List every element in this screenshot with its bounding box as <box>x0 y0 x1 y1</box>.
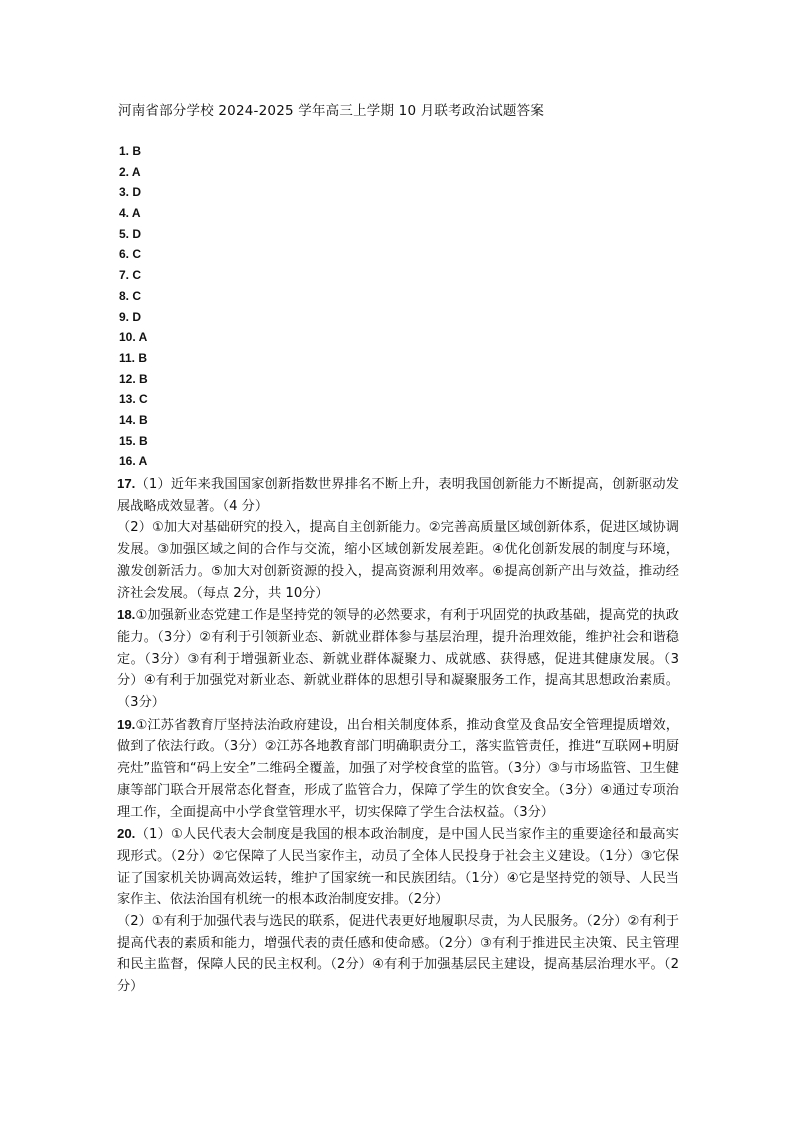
answer-number: 9. <box>119 309 130 324</box>
answer-item <box>119 265 148 286</box>
q18-answer <box>117 604 679 714</box>
q20-part1 <box>117 823 679 911</box>
answer-number: 7. <box>119 268 130 283</box>
answer-item <box>119 307 148 328</box>
answer-item <box>119 451 148 472</box>
answer-number: 11. <box>119 350 136 365</box>
answer-list <box>119 141 148 472</box>
answer-item <box>119 244 148 265</box>
answer-letter: B <box>132 144 142 158</box>
q17-part1 <box>117 473 679 517</box>
answer-item <box>119 162 148 183</box>
q19-text: ①江苏省教育厅坚持法治政府建设，出台相关制度体系，推动食堂及食品安全管理提质增效，做到了依法行政。（3分）②江苏各地教育部门明确职责分工，落实监管责任，推进“互联网+明厨亮灶”监管和“码上安全”二维码全覆盖，加强了对学校食堂的监管。（3分）③与市场监管、卫生健康等部门联合开展常态化督查，形成了监管合力，保障了学生的饮食安全。（3分）④通过专项治理工作，全面提高中小学食堂管理水平，切实保障了学生合法权益。（3分） <box>117 717 679 820</box>
q18-text: ①加强新业态党建工作是坚持党的领导的必然要求，有利于巩固党的执政基础，提高党的执政能力。（3分）②有利于引领新业态、新就业群体参与基层治理，提升治理效能，维护社会和谐稳定。（3分）③有利于增强新业态、新就业群体凝聚力、成就感、获得感，促进其健康发展。（3分）④有利于加强党对新业态、新就业群体的思想引导和凝聚服务工作，提高其思想政治素质。（3分） <box>117 608 679 711</box>
answer-number: 3. <box>119 185 130 200</box>
answer-item <box>119 141 148 162</box>
answer-letter: A <box>138 330 148 345</box>
q20-part2: （2）①有利于加强代表与选民的联系，促进代表更好地履职尽责，为人民服务。（2分）②有利于提高代表的素质和能力，增强代表的责任感和使命感。（2分）③有利于推进民主决策、民主管理和民主监督，保障人民的民主权利。（2分）④有利于加强基层民主建设，提高基层治理水平。（2分） <box>117 914 679 995</box>
answer-item <box>119 327 148 348</box>
q17-part1-text: （1）近年来我国国家创新指数世界排名不断上升，表明我国创新能力不断提高，创新驱动发展战略成效显著。（4 分） <box>117 477 679 514</box>
document-title: 河南省部分学校 2024-2025 学年高三上学期 10 月联考政治试题答案 <box>118 103 545 119</box>
answer-letter: B <box>139 433 148 448</box>
answer-letter: C <box>132 247 142 262</box>
answer-letter: D <box>132 185 142 200</box>
q18-number: 18. <box>117 607 136 623</box>
answer-letter: B <box>138 350 148 365</box>
answer-number: 5. <box>119 226 130 241</box>
answer-item <box>119 410 148 431</box>
answer-letter: B <box>139 371 148 386</box>
answer-letter: B <box>139 412 148 427</box>
q19-number: 19. <box>117 716 136 732</box>
answer-letter: C <box>132 268 142 283</box>
answer-letter: D <box>132 226 142 241</box>
answer-number: 8. <box>119 288 130 303</box>
answer-item <box>119 389 148 410</box>
answer-letter: A <box>131 206 141 221</box>
answer-number: 10. <box>119 330 136 345</box>
answer-number: 12. <box>119 371 136 386</box>
answer-number: 2. <box>119 164 130 179</box>
q20-part1-text: （1）①人民代表大会制度是我国的根本政治制度，是中国人民当家作主的重要途径和最高实现形式。（2分）②它保障了人民当家作主，动员了全体人民投身于社会主义建设。（1分）③它保证了国家机关协调高效运转，维护了国家统一和民族团结。（1分）④它是坚持党的领导、人民当家作主、依法治国有机统一的根本政治制度安排。（2分） <box>117 827 679 908</box>
answer-number: 13. <box>119 392 136 407</box>
answer-number: 14. <box>119 412 136 427</box>
answer-letter: A <box>131 164 141 179</box>
answer-number: 16. <box>119 454 136 469</box>
answer-number: 15. <box>119 433 136 448</box>
q19-answer <box>117 714 679 824</box>
answer-number: 6. <box>119 247 130 262</box>
answer-letter: A <box>138 454 148 469</box>
answer-item <box>119 369 148 390</box>
answer-number: 4. <box>119 206 130 221</box>
answer-letter: C <box>132 288 142 303</box>
answer-item <box>119 182 148 203</box>
answer-item <box>119 224 148 245</box>
answer-item <box>119 431 148 452</box>
essay-answers <box>117 473 679 998</box>
answer-letter: C <box>139 392 148 407</box>
q17-part2: （2）①加大对基础研究的投入，提高自主创新能力。②完善高质量区域创新体系，促进区域协调发展。③加强区域之间的合作与交流，缩小区域创新发展差距。④优化创新发展的制度与环境，激发创新活力。⑤加大对创新资源的投入，提高资源利用效率。⑥提高创新产出与效益，推动经济社会发展。（每点 2分，共 10分） <box>117 520 679 601</box>
answer-item <box>119 286 148 307</box>
answer-item <box>119 203 148 224</box>
q20-number: 20. <box>117 826 136 842</box>
q17-number: 17. <box>117 476 136 491</box>
answer-number: 1. <box>119 144 130 158</box>
answer-item <box>119 348 148 369</box>
answer-letter: D <box>132 309 142 324</box>
